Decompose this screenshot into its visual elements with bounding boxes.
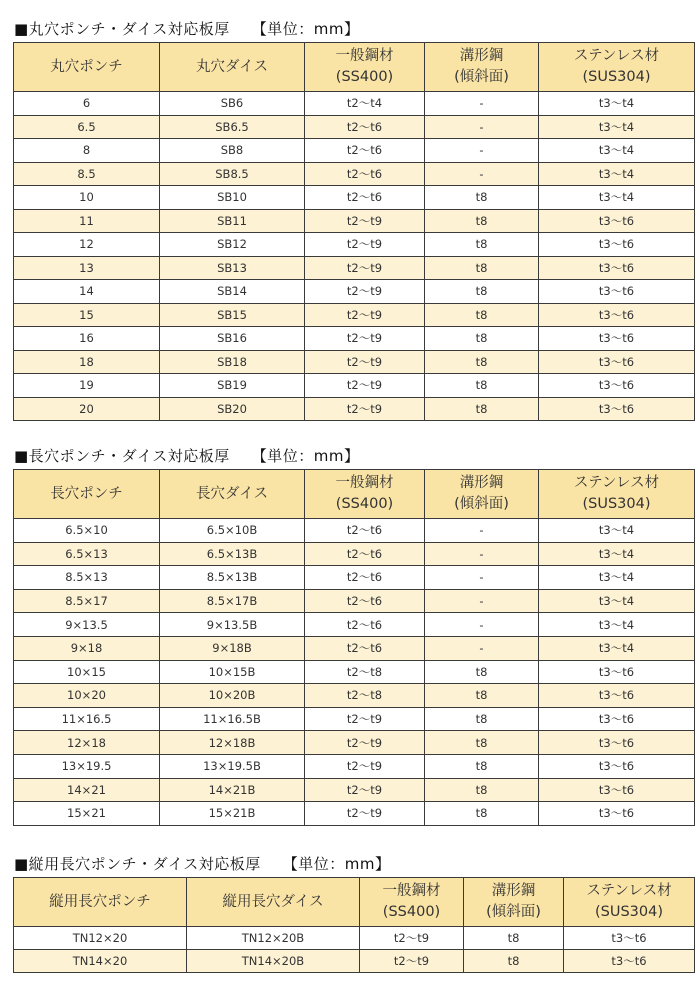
column-header [464,878,564,927]
table-cell: 14×21 [14,778,160,802]
table-row [14,636,695,660]
table-cell: t3～t6 [539,707,695,731]
table-cell: 9×18B [160,636,305,660]
table-cell: t8 [425,280,539,304]
table-cell: t2～t8 [305,684,425,708]
table-cell: TN12×20B [187,927,360,950]
table-cell: 12 [14,233,160,257]
table-cell: t8 [425,233,539,257]
table-cell: t3～t4 [539,115,695,139]
table-cell: t2～t6 [305,139,425,163]
column-header-line: 縦用長穴ポンチ [49,893,151,910]
table-row [14,566,695,590]
table-cell: 18 [14,350,160,374]
table-cell: 10 [14,186,160,210]
table-cell: - [425,589,539,613]
column-header [425,470,539,519]
table-cell: 13×19.5 [14,754,160,778]
table-cell: 10×15 [14,660,160,684]
table-cell: SB15 [160,303,305,327]
table-cell: t8 [425,303,539,327]
table-cell: t3～t6 [539,778,695,802]
table-row [14,519,695,543]
column-header-line: 溝形鋼 [459,475,504,491]
table-row [14,397,695,421]
column-header-line: (SS400) [382,904,441,920]
table-cell: - [425,613,539,637]
column-header-line: ステンレス材 [573,48,660,64]
table-cell: t3～t6 [539,233,695,257]
table-cell: t3～t6 [539,660,695,684]
table-header-row [14,43,695,92]
table-cell: t2～t6 [305,566,425,590]
column-header-line: (SS400) [335,496,394,512]
table-row [14,139,695,163]
table-cell: t8 [425,731,539,755]
table-cell: t8 [425,327,539,351]
table-cell: 9×13.5B [160,613,305,637]
table-cell: t3～t6 [564,950,695,973]
table-row [14,303,695,327]
table-cell: t2～t6 [305,519,425,543]
table-cell: t2～t9 [305,256,425,280]
table-cell: t2～t6 [305,636,425,660]
table-cell: t2～t6 [305,589,425,613]
table-cell: t3～t6 [539,303,695,327]
table-row [14,233,695,257]
column-header-line: (傾斜面) [454,69,509,85]
table-row [14,778,695,802]
table-cell: t8 [425,209,539,233]
table-cell: t3～t4 [539,139,695,163]
round-hole-table [13,42,695,421]
table-cell: 15×21B [160,802,305,826]
column-header-line: (SUS304) [582,496,651,512]
table-cell: SB6 [160,92,305,116]
table-cell: 6.5×13 [14,542,160,566]
table-cell: 10×20B [160,684,305,708]
table-cell: SB10 [160,186,305,210]
table-cell: t2～t9 [305,802,425,826]
table-row [14,350,695,374]
table-cell: TN14×20B [187,950,360,973]
table-cell: 10×20 [14,684,160,708]
table-cell: t2～t9 [305,731,425,755]
table-cell: 9×18 [14,636,160,660]
table-cell: 6.5×10B [160,519,305,543]
table-cell: - [425,115,539,139]
table-cell: 8.5×13 [14,566,160,590]
table-cell: t8 [425,374,539,398]
table-cell: t2～t8 [305,660,425,684]
column-header [564,878,695,927]
table-cell: 6.5 [14,115,160,139]
column-header-line: (SUS304) [594,904,663,920]
table-cell: t2～t9 [305,707,425,731]
table-cell: 14×21B [160,778,305,802]
table-cell: 8 [14,139,160,163]
table-cell: t3～t4 [539,636,695,660]
table-cell: t3～t6 [539,684,695,708]
table-cell: - [425,566,539,590]
column-header [360,878,464,927]
table-cell: 6 [14,92,160,116]
table-cell: TN14×20 [14,950,187,973]
column-header-line: 丸穴ダイス [195,58,269,75]
table-cell: t8 [425,186,539,210]
table-cell: SB19 [160,374,305,398]
table-cell: t2～t6 [305,162,425,186]
table-row [14,209,695,233]
column-header [539,470,695,519]
table-cell: t3～t4 [539,162,695,186]
table-row [14,256,695,280]
vertical-unit-text: 【単位：mm】 [282,855,391,873]
table-cell: t3～t6 [539,280,695,304]
table-cell: 13 [14,256,160,280]
column-header [14,470,160,519]
column-header [160,470,305,519]
table-row [14,542,695,566]
round-unit-text: 【単位：mm】 [251,20,360,38]
table-row [14,613,695,637]
column-header [14,43,160,92]
table-row [14,802,695,826]
table-cell: TN12×20 [14,927,187,950]
table-cell: t2～t6 [305,186,425,210]
vertical-title-text: ■縦用長穴ポンチ・ダイス対応板厚 [14,855,261,873]
table-cell: t8 [464,927,564,950]
table-cell: t3～t6 [539,397,695,421]
table-cell: t8 [425,660,539,684]
long-unit-text: 【単位：mm】 [251,447,360,465]
column-header [14,878,187,927]
table-cell: t2～t9 [305,209,425,233]
table-cell: 12×18 [14,731,160,755]
table-cell: SB12 [160,233,305,257]
table-row [14,707,695,731]
table-cell: t8 [425,350,539,374]
table-cell: t2～t9 [305,374,425,398]
table-row [14,589,695,613]
table-cell: t2～t9 [305,754,425,778]
table-cell: t3～t6 [539,754,695,778]
table-cell: - [425,542,539,566]
table-cell: t3～t6 [539,350,695,374]
round-hole-section-title [14,19,359,39]
table-cell: 9×13.5 [14,613,160,637]
table-cell: t8 [425,778,539,802]
table-cell: SB8 [160,139,305,163]
table-cell: SB11 [160,209,305,233]
column-header-line: (SS400) [335,69,394,85]
table-cell: t2～t6 [305,115,425,139]
table-cell: 8.5 [14,162,160,186]
table-header-row [14,878,695,927]
table-cell: 14 [14,280,160,304]
column-header-line: ステンレス材 [586,883,672,899]
table-cell: t2～t9 [305,397,425,421]
table-cell: t2～t9 [360,950,464,973]
column-header-line: 長穴ポンチ [50,485,123,502]
long-hole-table [13,469,695,826]
column-header-line: (傾斜面) [454,496,509,512]
table-cell: 11 [14,209,160,233]
table-cell: - [425,139,539,163]
table-cell: - [425,636,539,660]
table-cell: t3～t6 [564,927,695,950]
table-cell: 8.5×13B [160,566,305,590]
table-row [14,684,695,708]
column-header-line: 溝形鋼 [459,48,504,64]
table-cell: 11×16.5 [14,707,160,731]
table-cell: SB13 [160,256,305,280]
table-cell: 15×21 [14,802,160,826]
table-cell: 6.5×13B [160,542,305,566]
table-cell: t2～t6 [305,613,425,637]
column-header-line: 縦用長穴ダイス [222,893,324,910]
table-cell: 15 [14,303,160,327]
table-cell: t8 [425,684,539,708]
table-cell: t3～t4 [539,186,695,210]
table-cell: t3～t4 [539,519,695,543]
table-cell: t3～t4 [539,542,695,566]
table-cell: SB16 [160,327,305,351]
table-cell: t3～t6 [539,209,695,233]
column-header-line: 一般鋼材 [335,475,394,491]
table-row [14,660,695,684]
table-cell: - [425,92,539,116]
long-title-text: ■長穴ポンチ・ダイス対応板厚 [14,447,230,465]
table-row [14,731,695,755]
table-cell: - [425,162,539,186]
table-cell: 12×18B [160,731,305,755]
table-row [14,186,695,210]
table-cell: t2～t9 [305,350,425,374]
table-cell: t2～t9 [305,778,425,802]
table-cell: SB8.5 [160,162,305,186]
table-cell: t2～t9 [305,280,425,304]
table-cell: t3～t6 [539,327,695,351]
table-cell: t8 [425,256,539,280]
column-header [305,43,425,92]
column-header [425,43,539,92]
table-cell: t2～t9 [360,927,464,950]
vertical-long-hole-table [13,877,695,973]
table-cell: t3～t6 [539,802,695,826]
table-cell: - [425,519,539,543]
table-row [14,927,695,950]
table-cell: 8.5×17 [14,589,160,613]
table-cell: t8 [425,397,539,421]
table-cell: t3～t6 [539,256,695,280]
table-cell: 11×16.5B [160,707,305,731]
column-header-line: 一般鋼材 [382,883,441,899]
table-cell: t8 [464,950,564,973]
table-cell: t3～t4 [539,92,695,116]
table-row [14,115,695,139]
vertical-long-hole-section-title [14,854,390,874]
table-cell: 13×19.5B [160,754,305,778]
table-cell: t2～t9 [305,303,425,327]
round-title-text: ■丸穴ポンチ・ダイス対応板厚 [14,20,230,38]
table-row [14,280,695,304]
table-cell: SB6.5 [160,115,305,139]
column-header [305,470,425,519]
column-header-line: 長穴ダイス [195,485,269,502]
table-cell: t3～t6 [539,374,695,398]
table-row [14,374,695,398]
table-cell: t2～t9 [305,233,425,257]
table-cell: t3～t4 [539,613,695,637]
column-header [187,878,360,927]
column-header-line: 溝形鋼 [491,883,536,899]
column-header-line: (SUS304) [582,69,651,85]
table-row [14,754,695,778]
table-cell: 19 [14,374,160,398]
table-cell: t2～t9 [305,327,425,351]
table-cell: 6.5×10 [14,519,160,543]
table-cell: SB14 [160,280,305,304]
table-cell: 8.5×17B [160,589,305,613]
table-row [14,92,695,116]
table-cell: t2～t4 [305,92,425,116]
table-row [14,327,695,351]
table-row [14,162,695,186]
column-header-line: 一般鋼材 [335,48,394,64]
table-cell: t2～t6 [305,542,425,566]
column-header [539,43,695,92]
column-header-line: 丸穴ポンチ [50,58,123,75]
table-cell: SB18 [160,350,305,374]
table-cell: t3～t6 [539,731,695,755]
table-header-row [14,470,695,519]
table-cell: t3～t4 [539,589,695,613]
column-header-line: ステンレス材 [573,475,660,491]
table-row [14,950,695,973]
table-cell: 16 [14,327,160,351]
table-cell: t8 [425,707,539,731]
long-hole-section-title [14,446,359,466]
table-cell: t8 [425,802,539,826]
table-cell: 20 [14,397,160,421]
column-header [160,43,305,92]
table-cell: t8 [425,754,539,778]
table-cell: t3～t4 [539,566,695,590]
column-header-line: (傾斜面) [486,904,541,920]
table-cell: 10×15B [160,660,305,684]
table-cell: SB20 [160,397,305,421]
